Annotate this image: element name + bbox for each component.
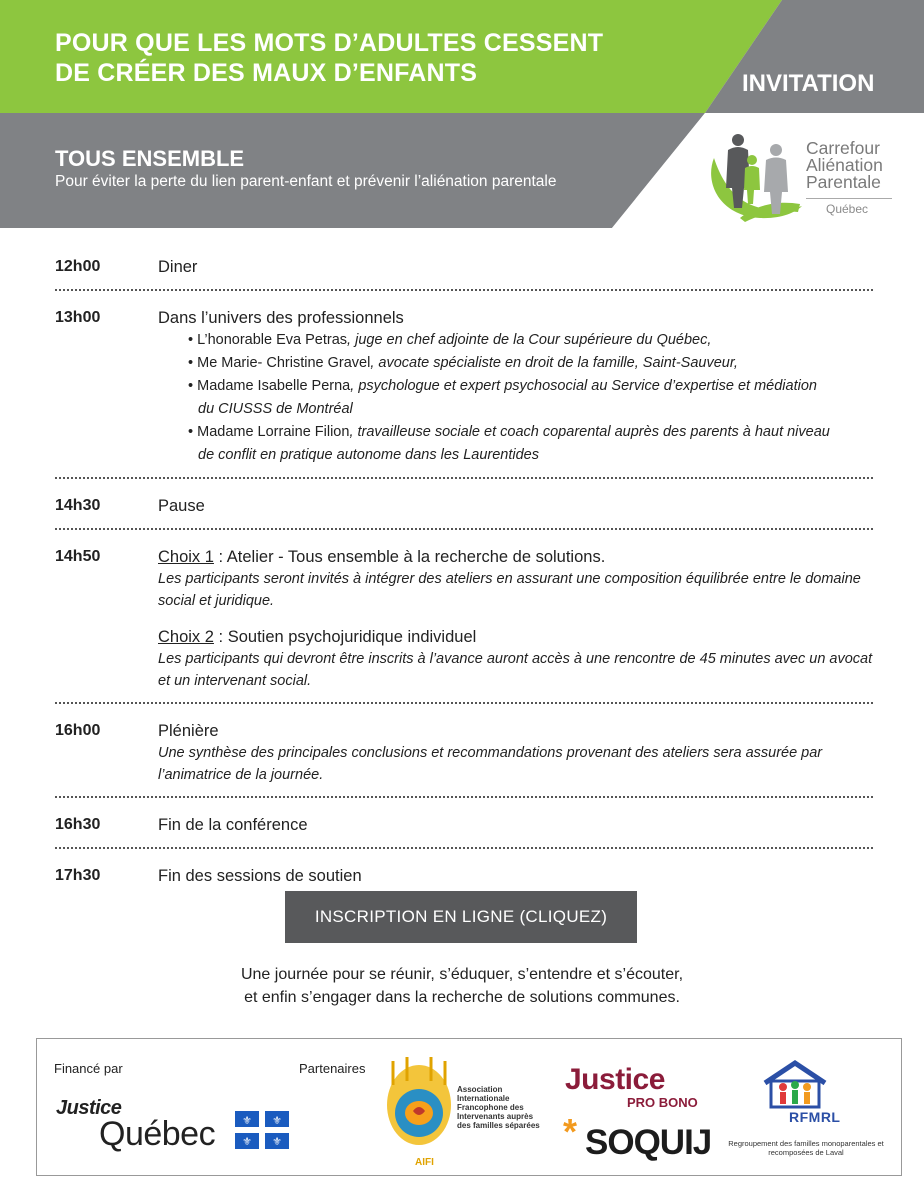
agenda-row xyxy=(55,716,873,798)
agenda-row xyxy=(55,810,873,849)
agenda xyxy=(55,252,873,910)
agenda-label: Dans l’univers des professionnels xyxy=(158,309,404,327)
aifi-label: AIFI xyxy=(415,1157,434,1168)
subtitle-description: Pour éviter la perte du lien parent-enfant et prévenir l’aliénation parentale xyxy=(55,173,557,190)
agenda-label: Fin de la conférence xyxy=(158,816,308,834)
choice-1-label: : Atelier - Tous ensemble à la recherche de solutions. xyxy=(213,548,606,566)
agenda-label: Plénière xyxy=(158,722,219,740)
pleniere-description: Une synthèse des principales conclusions et recommandations provenant des ateliers sera assurée par l’animatrice de la journée. xyxy=(158,745,823,783)
speaker-desc-cont: du CIUSSS de Montréal xyxy=(198,401,353,417)
speaker-item: • Me Marie- Christine Gravel, avocate spécialiste en droit de la famille, Saint-Sauveur, xyxy=(188,355,738,371)
closing-line-1: Une journée pour se réunir, s’éduquer, s’entendre et s’écouter, xyxy=(240,966,684,983)
invitation-label: INVITATION xyxy=(742,70,875,97)
speaker-item: • Madame Lorraine Filion, travailleuse sociale et coach coparental auprès des parents à haut niveau de conflit en pratique autonome dans les Laurentides xyxy=(188,421,873,467)
agenda-time: 17h30 xyxy=(55,867,101,884)
agenda-time: 16h00 xyxy=(55,722,101,739)
logo-region: Québec xyxy=(826,202,869,216)
speaker-desc-cont: de conflit en pratique autonome dans les Laurentides xyxy=(198,447,539,463)
justice-quebec-logo-line-1: Justice xyxy=(56,1097,122,1119)
agenda-time: 14h50 xyxy=(55,548,101,565)
svg-text:⚜: ⚜ xyxy=(272,1135,282,1148)
logo-line-1: Carrefour xyxy=(806,138,880,158)
choice-2 xyxy=(158,626,873,648)
aifi-logo-icon xyxy=(383,1055,455,1153)
speaker-name: Me Marie- Christine Gravel xyxy=(197,355,371,371)
subtitle-block xyxy=(55,146,556,192)
svg-text:⚜: ⚜ xyxy=(242,1135,252,1148)
rfmrl-description: Regroupement des familles monoparentales et recomposées de Laval xyxy=(728,1139,884,1157)
logo-divider xyxy=(806,198,892,199)
speaker-desc: , travailleuse sociale et coach coparental auprès des parents à haut niveau xyxy=(349,424,830,440)
choice-1 xyxy=(158,546,873,568)
choice-1-tag: Choix 1 xyxy=(158,548,214,566)
choice-1-description: Les participants seront invités à intégrer des ateliers en assurant une composition équilibrée entre le domaine social et juridique. xyxy=(158,571,861,609)
agenda-label: Fin des sessions de soutien xyxy=(158,867,362,885)
speaker-name: Madame Isabelle Perna xyxy=(197,378,351,394)
speaker-item: • L’honorable Eva Petras, juge en chef adjointe de la Cour supérieure du Québec, xyxy=(188,332,712,348)
logo-text xyxy=(806,140,883,191)
rfmrl-name: RFMRL xyxy=(789,1109,841,1125)
agenda-row xyxy=(55,491,873,530)
logo-line-2: Aliénation xyxy=(806,155,883,175)
page-title xyxy=(55,28,603,88)
pro-bono-label: PRO BONO xyxy=(627,1095,698,1110)
subtitle: TOUS ENSEMBLE xyxy=(55,146,245,171)
agenda-row xyxy=(55,252,873,291)
speaker-desc: , avocate spécialiste en droit de la famille, Saint-Sauveur, xyxy=(370,355,738,371)
sponsors-box xyxy=(36,1038,902,1176)
rfmrl-house-icon xyxy=(759,1059,831,1109)
agenda-row xyxy=(55,303,873,479)
agenda-row xyxy=(55,542,873,704)
closing-message xyxy=(0,963,924,1009)
logo-line-3: Parentale xyxy=(806,172,881,192)
header-banner xyxy=(0,0,924,228)
title-line-2: DE CRÉER DES MAUX D’ENFANTS xyxy=(55,59,478,87)
choice-2-label: : Soutien psychojuridique individuel xyxy=(213,628,477,646)
aifi-description: Association Internationale Francophone des Intervenants auprès des familles séparées xyxy=(457,1085,540,1130)
quebec-flag-icon xyxy=(235,1111,289,1149)
speaker-desc: , psychologue et expert psychosocial au Service d’expertise et médiation xyxy=(350,378,817,394)
choice-2-tag: Choix 2 xyxy=(158,628,214,646)
closing-line-2: et enfin s’engager dans la recherche de solutions communes. xyxy=(244,989,680,1006)
online-registration-button[interactable]: INSCRIPTION EN LIGNE (CLIQUEZ) xyxy=(285,891,637,943)
svg-text:⚜: ⚜ xyxy=(242,1114,252,1127)
justice-pro-bono-logo: Justice xyxy=(565,1063,665,1096)
partners-label: Partenaires xyxy=(299,1061,366,1076)
speaker-desc: , juge en chef adjointe de la Cour supérieure du Québec, xyxy=(347,332,712,348)
agenda-time: 14h30 xyxy=(55,497,101,514)
choice-2-description: Les participants qui devront être inscrits à l’avance auront accès à une rencontre de 45 minutes avec un avocat et un intervenant social. xyxy=(158,651,873,689)
agenda-time: 16h30 xyxy=(55,816,101,833)
agenda-time: 13h00 xyxy=(55,309,101,326)
speaker-item: • Madame Isabelle Perna, psychologue et expert psychosocial au Service d’expertise et médiation du CIUSSS de Montréal xyxy=(188,375,873,421)
speaker-name: L’honorable Eva Petras xyxy=(197,332,348,348)
funded-by-label: Financé par xyxy=(54,1061,123,1076)
agenda-label: Pause xyxy=(158,497,205,515)
speaker-name: Madame Lorraine Filion xyxy=(197,424,350,440)
soquij-star-icon: * xyxy=(563,1111,578,1152)
justice-quebec-logo-line-2: Québec xyxy=(99,1115,216,1153)
title-line-1: POUR QUE LES MOTS D’ADULTES CESSENT xyxy=(55,29,604,57)
agenda-time: 12h00 xyxy=(55,258,101,275)
agenda-label: Diner xyxy=(158,258,198,276)
soquij-logo: SOQUIJ xyxy=(585,1123,712,1162)
svg-text:⚜: ⚜ xyxy=(272,1114,282,1127)
